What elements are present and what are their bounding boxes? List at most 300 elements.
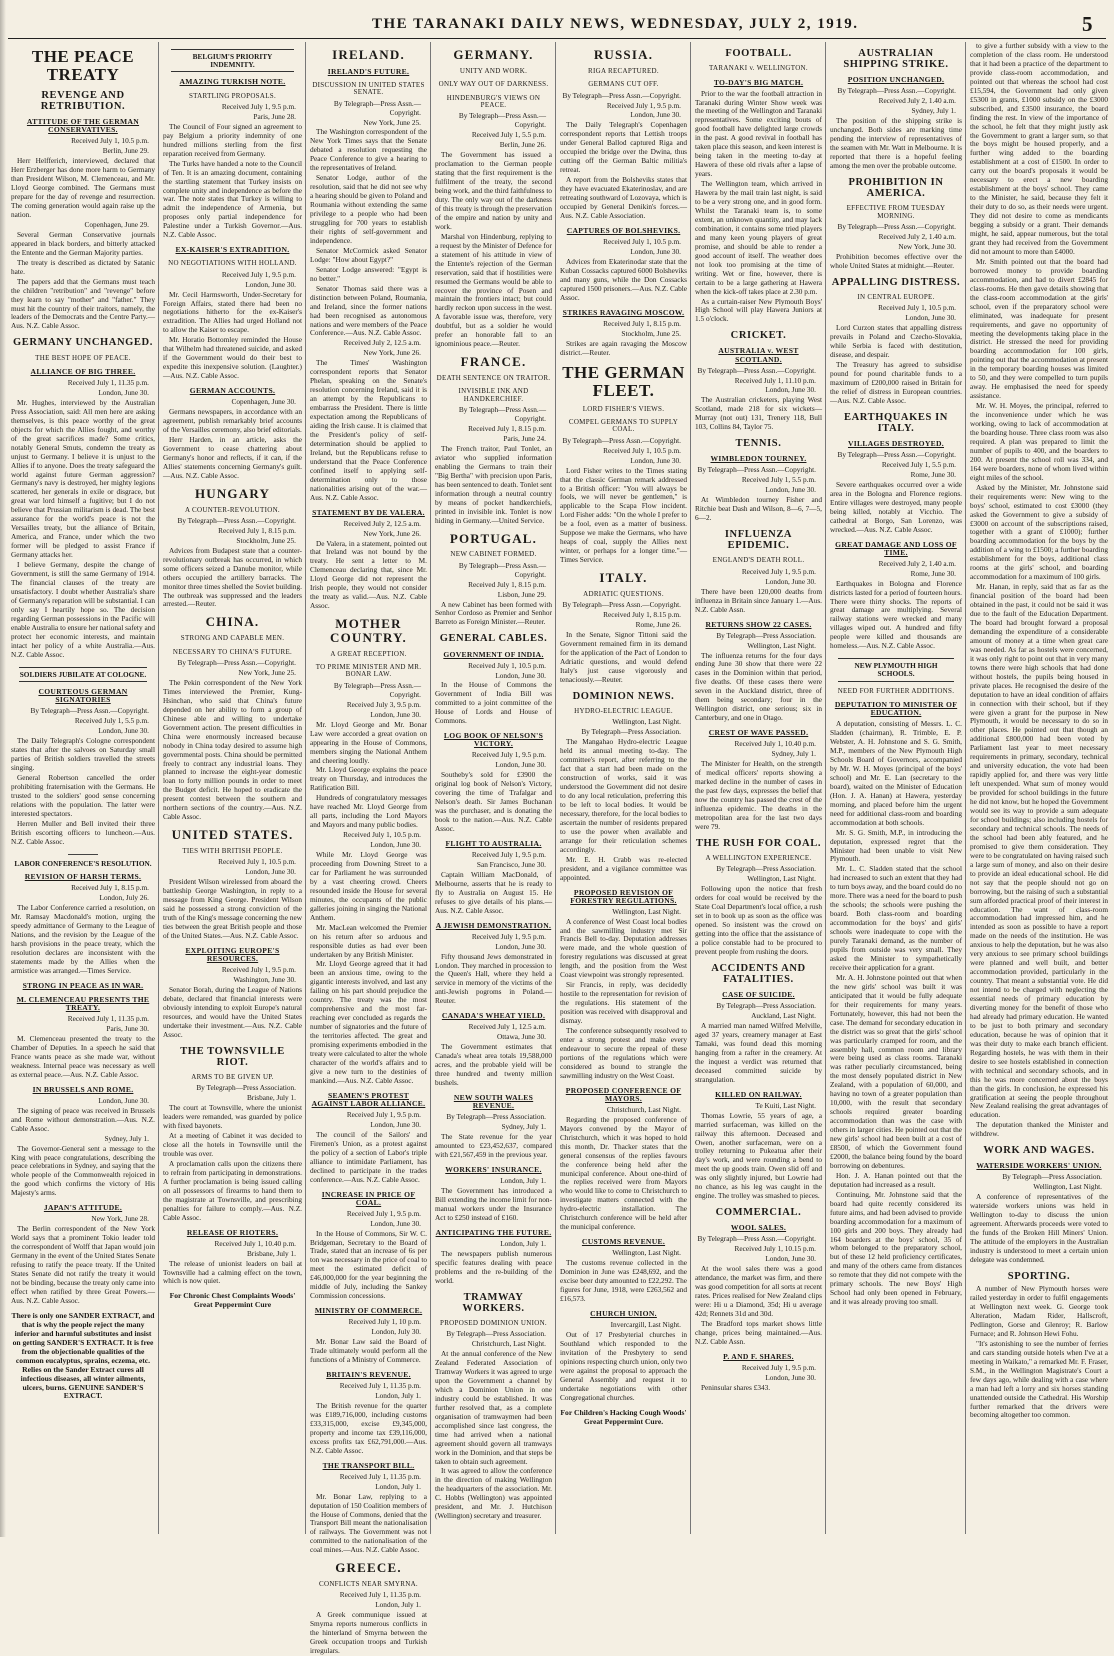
headline: SEAMEN'S PROTEST AGAINST LABOR ALLIANCE. [311, 1090, 426, 1108]
dateline: London, July 1. [375, 1600, 421, 1610]
dateline: London, June 30. [765, 1254, 816, 1264]
article-paragraph: Mr. Smith pointed out that the board had borrowed money to provide boarding accommodation, and had to divert £2845 for class-rooms. He then gave details showing that the class-room accommodation at the girls' school, even if the preparatory school were eliminated, was inadequate for present requirements, and gave no opportunity of meeting the developments taking place in the district. He stressed the need for providing boarding accommodation for 100 girls, pointing out that the accommodation at present in the temporary boarding houses was limited to 50, and they were compelled to turn pupils away. He emphasised the need for speedy assistance. [970, 256, 1108, 401]
dateline: Sydney, July 1. [104, 1133, 149, 1143]
headline: AUSTRALIAN SHIPPING STRIKE. [843, 48, 949, 71]
headline: NEW CABINET FORMED. [450, 550, 537, 559]
news-column [692, 42, 825, 1534]
article-paragraph: Hundreds of congratulatory messages have reached Mr. Lloyd George from all parts, including the Lord Mayors and Mayors and many public bodies. [310, 793, 427, 830]
dateline: Wellington, Last Night. [1033, 1182, 1102, 1192]
headline: FRANCE. [460, 354, 527, 370]
dateline: Received July 1, 5.5 p.m. [881, 459, 956, 469]
column-rule [158, 42, 159, 1534]
news-column [557, 42, 690, 1534]
headline: PROPOSED DOMINION UNION. [440, 1318, 547, 1327]
article-paragraph: Mr. Bonar Law said the Board of Trade ultimately would perform all the functions of a Ministry of Commerce. [310, 1337, 427, 1365]
dateline: Sydney, July 1. [771, 749, 816, 759]
headline: ANTICIPATING THE FUTURE. [435, 1227, 552, 1237]
dateline: Received July 1, 8.15 p.m. [468, 424, 546, 434]
headline: GREECE. [335, 1560, 402, 1576]
dateline: Stockholm, June 25. [621, 328, 681, 338]
dateline: Stockholm, June 25. [236, 535, 296, 545]
headline: AMAZING TURKISH NOTE. [179, 77, 286, 87]
dateline: Received July 1, 9.5 p.m. [221, 269, 296, 279]
headline: LABOR CONFERENCE'S RESOLUTION. [11, 854, 155, 868]
headline: HYDRO-ELECTRIC LEAGUE. [574, 706, 673, 715]
dateline: Received July 1, 9.5 p.m. [346, 1208, 421, 1218]
headline: IRELAND. [332, 47, 405, 62]
article-paragraph: Southeby's sold for £3900 the original log book of Nelson's Victory, covering the time of Trafalgar and Nelson's death. Sir James Buchanan was the purchaser, and is donating the book to the nation.—Aus. N.Z. Cable Assoc. [435, 770, 552, 833]
dateline: By Telegraph—Press Association. [716, 864, 816, 874]
headline: STRONG IN PEACE AS IN WAR. [22, 980, 144, 990]
dateline: London, June 30. [765, 576, 816, 586]
headline: REVISION OF HARSH TERMS. [24, 872, 142, 882]
news-column [967, 42, 1111, 1534]
dateline: By Telegraph—Press Assn.—Copyright. [697, 465, 816, 475]
headline: DISCUSSION IN UNITED STATES SENATE. [312, 80, 425, 97]
news-column [827, 42, 965, 1534]
article-paragraph: Mr. S. G. Smith, M.P., in introducing the deputation, expressed regret that the Minister had been unable to visit New Plymouth. [830, 827, 962, 864]
dateline: New York, June 26. [363, 348, 421, 358]
dateline: Received July 1, 5.5 p.m. [471, 130, 546, 140]
headline: M. CLEMENCEAU PRESENTS THE TREATY. [16, 995, 150, 1013]
article-paragraph: The Australian cricketers, playing West Scotland, made 218 for six wickets—Murray (not out) 131, Trenery 118, Bull 103, Collins 84, Taylor 75. [695, 395, 822, 432]
article-paragraph: There have been 120,000 deaths from influenza in Britain since January 1.—Aus. N.Z. Cable Assn. [695, 586, 822, 614]
article-paragraph: The conference subsequently resolved to enter a strong protest and make every endeavour to secure the repeal of these portions of the regulations which were considered as bound to strangle the sawmilling industry on the West Coast. [560, 1026, 687, 1080]
headline: RELEASE OF RIOTERS. [186, 1227, 279, 1237]
dateline: London, June 30. [495, 670, 546, 680]
headline: TRAMWAY WORKERS. [462, 1291, 525, 1314]
article-paragraph: The French traitor, Paul Tonlet, an aviator who supplied information enabling the Germans to train their "Big Bertha" with precision upon Paris, has been sentenced to death. Tonlet sent information through a neutral country by means of pocket handkerchiefs, printed in invisible ink. Tonlet is now hiding in Germany.—United Service. [435, 443, 552, 525]
dateline: Brisbane, July 1. [246, 1093, 296, 1103]
article-paragraph: Advices from Budapest state that a counter-revolutionary outbreak has occurred, in which some officers seized a Danube monitor, while others occupied the artillery barracks. The monitor three times shelled the Soviet building. The outbreak was suppressed and the leaders arrested.—Reuter. [163, 545, 302, 609]
headline: WORKERS' INSURANCE. [445, 1164, 542, 1174]
column-rule [965, 42, 966, 1534]
article-paragraph: Senator McCormick asked Senator Lodge: "How about Egypt?" [310, 245, 427, 264]
dateline: By Telegraph—Press Association. [446, 1329, 546, 1339]
dateline: Lisbon, June 29. [497, 589, 546, 599]
headline: MOTHER COUNTRY. [330, 616, 407, 645]
dateline: By Telegraph—Press Assn.—Copyright. [458, 405, 546, 424]
headline: LOG BOOK OF NELSON'S VICTORY. [443, 731, 544, 749]
headline: GERMANY UNCHANGED. [13, 337, 153, 349]
dateline: London, June 30. [630, 246, 681, 256]
headline: TARANAKI v. WELLINGTON. [709, 64, 808, 73]
headline: HINDENBURG'S VIEWS ON PEACE. [446, 93, 541, 109]
headline: STARTLING PROPOSALS. [188, 91, 277, 100]
dateline: London, July 30. [371, 1327, 421, 1337]
article-paragraph: The Pekin correspondent of the New York Times interviewed the Premier, Kung-Hsinchan, who said that China's future depended on her ability to form a group of Chinese able and willing to undertake Government action. The present difficulties in China were enormously increased because nobody in China today desired to assume high governmental posts. China should be permitted freely to contract any industrial loans. They planned to increase the eight-year domestic loan to forty million pounds in order to meet the Budget deficit. He hoped to eradicate the present contest between the southern and northern sections of the country.—Aus. N.Z. Cable Assoc. [163, 677, 302, 822]
dateline: Received July 1, 10.40 p.m. [734, 739, 816, 749]
dateline: By Telegraph—Press Assn.—Copyright. [837, 450, 956, 460]
dateline: New York, June 25. [363, 117, 421, 127]
dateline: London, June 30. [495, 760, 546, 770]
news-column [8, 42, 158, 1534]
article-paragraph: Fifty thousand Jews demonstrated in London. They marched in procession to the Queen's Hall, where they held a service in memory of the victims of the anti-Jewish pogroms in Poland.—Reuter. [435, 951, 552, 1006]
headline: PROPOSED CONFERENCE OF MAYORS. [565, 1085, 682, 1103]
dateline: Paris, June 30. [106, 1024, 149, 1034]
dateline: London, June 30. [370, 1218, 421, 1228]
article-paragraph: The Times' Washington correspondent reports that Senator Phelan, speaking on the Senate's resolution concerning Ireland, said it is an attempt by the Republicans to embarrass the President. There is little expectation among the Republicans of aiding the Irish cause. It is claimed that the President's policy of self-determination should be applied to Ireland, but the Republicans refuse to understand that the Peace Conference confined itself to applying self-determination only to those nationalities arising out of the war.—Aus. N.Z. Cable Assoc. [310, 358, 427, 502]
headline: BRITAIN'S REVENUE. [326, 1369, 411, 1379]
article-paragraph: Senator Lodge, author of the resolution, said that he did not see why a hearing should be given to Poland and Roumania without extending the same privilege to a people who had been struggling for 700 years to establish their rights of self-government and independence. [310, 173, 427, 245]
dateline: Received July 2, 12.5 a.m. [343, 338, 421, 348]
dateline: Invercargill, Last Night. [610, 1319, 681, 1329]
headline: COURTEOUS GERMAN SIGNATORIES [38, 687, 128, 705]
article-paragraph: Hon. J. A. Hanan pointed out that the deputation had increased as a result. [830, 1170, 962, 1189]
dateline: Auckland, Last Night. [751, 1011, 816, 1021]
article-paragraph: A number of New Plymouth horses were railed yesterday in order to fulfil engagements at Wellington next week. G. George took Alteration, Madam Rider, Hallscroft, Pedlington, Gorse and Glenroy; R. Barlow Furnace; and R. Johnson Hewi Fohu. [970, 1284, 1108, 1338]
dateline: Received July 1, 10.5 p.m. [343, 830, 421, 840]
dateline: Paris, June 28. [253, 111, 296, 121]
dateline: Rome, June 26. [635, 620, 681, 630]
news-column [307, 42, 430, 1656]
headline: NEED FOR FURTHER ADDITIONS. [837, 686, 955, 695]
article-paragraph: Lord Fisher writes to the Times stating that the classic German remark addressed to a British officer: "You will always be fools, we will never be gentlemen," is applicable to the Scapa Flow incident. Lord Fisher adds: "On the whole I prefer to be a fool, even as a matter of business. Suppose we make the Germans, who have heaps of coal, supply the Allies next winter, or perhaps for a longer time."—Times Service. [560, 465, 687, 565]
article-paragraph: While Mr. Lloyd George was proceeding from Downing Street to a car for Parliament he was surrounded by a vast cheering crowd. Cheers resounded inside the House for several minutes, the occupants of the public galleries joining in singing the National Anthem. [310, 850, 427, 922]
article-paragraph: The State revenue for the year amounted to £23,452,637, compared with £21,567,459 in the previous year. [435, 1132, 552, 1159]
dateline: Received July 1, 9.5 p.m. [471, 931, 546, 941]
article-paragraph: Senator Lodge answered: "Egypt is no better." [310, 264, 427, 283]
headline: PORTUGAL. [449, 530, 538, 546]
article-paragraph: The Government estimates that Canada's wheat area totals 19,588,000 acres, and the probable yield will be three hundred and twenty million bushels. [435, 1042, 552, 1088]
headline: WORK AND WAGES. [983, 1145, 1095, 1157]
headline: ADRIATIC QUESTIONS. [583, 589, 664, 598]
headline: ONLY WAY OUT OF DARKNESS. [438, 80, 549, 89]
dateline: By Telegraph—Press Assn.—Copyright. [177, 515, 296, 525]
dateline: Received July 1, 10.5 p.m. [71, 136, 149, 146]
article-paragraph: Regarding the proposed conference of Mayors convened by the Mayor of Christchurch, which it was hoped to hold this month, Dr. Thacker states that the general consensus of the replies favours the conference being held after the municipal conference. About one-third of the replies received were from Mayors who would like to come to Christchurch to investigate matters connected with the hydro-electric installation. The Christchurch conference will be held after the municipal conference. [560, 1114, 687, 1232]
article-paragraph: Out of 17 Presbyterial churches in Southland which responded to the invitation of the Presbytery to send opinions respecting church union, only two were against the proposal to approach the General Assembly and request it to undertake negotiations with other Congregational churches. [560, 1329, 687, 1402]
article-paragraph: In the Senate, Signor Tittoni said the Government remained firm in its demand for the application of the Pact of London to Adriatic questions, and would defend Italy's just cause vigorously and tenaciously.—Reuter. [560, 630, 687, 684]
dateline: Rome, June 30. [910, 568, 956, 578]
dateline: Received July 1, 8.15 p.m. [603, 318, 681, 328]
article-paragraph: The release of unionist leaders on bail at Townsville had a calming effect on the town, which is now quiet. [163, 1258, 302, 1286]
masthead [0, 12, 1114, 38]
headline: TO-DAY'S BIG MATCH. [713, 77, 804, 87]
dateline: Received July 3, 9.5 p.m. [346, 699, 421, 709]
article-paragraph: Severe earthquakes occurred over a wide area in the Bologna and Florence regions. Entire villages were destroyed, many people being killed, notably at Vicchio. The cathedral at Borgo, San Lorenzo, was wrecked.—Aus. N.Z. Cable Assoc. [830, 479, 962, 534]
dateline: By Telegraph—Press Association. [446, 1112, 546, 1122]
dateline: Washington, June 30. [233, 974, 296, 984]
article-paragraph: It was agreed to allow the conference in the direction of making Wellington the headquarters of the association. Mr. C. Hobbs (Wellington) was appointed president, and Mr. J. Hutchison (Wellington) secretary and treasurer. [435, 1466, 552, 1521]
headline: EARTHQUAKES IN ITALY. [843, 411, 948, 434]
dateline: Received July 1, 12.5 a.m. [468, 1022, 546, 1032]
headline: A COUNTER-REVOLUTION. [185, 505, 280, 514]
column-rule [305, 42, 306, 1534]
dateline: By Telegraph—Press Assn.—Copyright. [177, 658, 296, 668]
headline: CANADA'S WHEAT YIELD. [441, 1011, 546, 1021]
dateline: Received July 2, 12.5 a.m. [343, 518, 421, 528]
dateline: Received July 1, 9.5 p.m. [221, 965, 296, 975]
headline: DEPUTATION TO MINISTER OF EDUCATION. [834, 700, 958, 718]
article-paragraph: The treaty is described as dictated by Satanic hate. [11, 257, 155, 276]
news-column [432, 42, 555, 1534]
column-rule [825, 42, 826, 1534]
article-paragraph: The British revenue for the quarter was £189,716,000, including customs £33,315,000, excise £9,345,000, property and income tax £39,116,000, excess profits tax £62,791,000.—Aus. N.Z. Cable Assoc. [310, 1400, 427, 1455]
dateline: By Telegraph—Press Assn.—Copyright. [333, 98, 421, 117]
headline: THE BEST HOPE OF PEACE. [35, 353, 131, 362]
dateline: Wellington, Last Night. [612, 906, 681, 916]
article-paragraph: Lord Curzon states that appalling distress prevails in Poland and Czecho-Slovakia, while Serbia is faced with destitution, disease, and despair. [830, 323, 962, 359]
dateline: London, June 30. [98, 1095, 149, 1105]
headline: THE RUSH FOR COAL. [695, 837, 822, 849]
article-paragraph: Strikes are again ravaging the Moscow district.—Reuter. [560, 338, 687, 357]
dateline: London, June 30. [765, 385, 816, 395]
dateline: By Telegraph—Press Assn.—Copyright. [562, 90, 681, 100]
dateline: Received July 1, 11.35 p.m. [67, 377, 149, 387]
article-paragraph: General Robertson cancelled the order prohibiting fraternisation with the Germans. He trusted to the soldiers' good sense concerning relations with the population. The latter were interested spectators. [11, 773, 155, 818]
article-paragraph: Earthquakes in Bologna and Florence districts lasted for a period of fourteen hours. There were thirty shocks. The reports of great damage are multiplying. Several railway stations were wrecked and many villages wiped out. A hundred and fifty people were killed and thousands are homeless.—Aus. N.Z. Cable Assoc. [830, 578, 962, 651]
dateline: Wellington, Last Night. [747, 874, 816, 884]
article-paragraph: Germans newspapers, in accordance with an agreement, publish remarkably brief accounts of the Versailles ceremony, also brief editorials. [163, 407, 302, 435]
article-paragraph: Mr. A. H. Johnstone pointed out that when the new girls' school was built it was anticipated that it would be fully adequate for their requirements for many years. Fortunately, however, this had not been the case. The demand for secondary education in the district was so great that the girls' school was particularly cramped for room, and the assembly hall, common room and library were being used as class rooms. Taranaki was rather peculiarly circumstanced, being the most densely populated district in New Zealand, with a population of 60,000, and having no town of a greater population than 10,000, with the result that secondary schools required greater boarding accommodation than was the case with others in larger cities. He pointed out that the new girls' school had been built at a cost of £8500, of which the Government found £2000, the balance being found by the board borrowing on debentures. [830, 972, 962, 1170]
article-paragraph: Several German Conservative journals appeared in black borders, and bitterly attacked the Entente and the German Majority parties. [11, 229, 155, 257]
headline: THE GERMAN FLEET. [562, 362, 685, 400]
headline: CRICKET. [730, 330, 787, 342]
headline: IN CENTRAL EUROPE. [857, 292, 935, 301]
dateline: Received July 2, 1.40 a.m. [878, 558, 956, 568]
advertisement: For Chronic Chest Complaints Woods' Great Peppermint Cure [169, 1291, 296, 1310]
dateline: Wellington, Last Night. [612, 717, 681, 727]
headline: INCREASE IN PRICE OF COAL. [321, 1189, 416, 1207]
article-paragraph: At a meeting of Cabinet it was decided to close all the hotels in Townsville until the trouble was over. [163, 1131, 302, 1158]
article-paragraph: "It's astonishing to see the number of ferries and cars standing outside hotels when I've at a meeting in Waikato," a remarked Mr. F. Fraser, S.M., in the Wellington Magistrate's Court a few days ago, while dealing with a case where a man had left a lorry and six horses standing unattended outside the Cathedral. His Worship further remarked that the drivers were becoming altogether too common. [970, 1338, 1108, 1420]
headline: NEW SOUTH WALES REVENUE. [453, 1093, 534, 1111]
article-paragraph: Marshal von Hindenburg, replying to a request by the Minister of Defence for a statement of his attitude in view of the Entente's rejection of the German reservation, said that if hostilities were resumed the Germans would be able to recover the province of Posen and maintain the frontiers intact; but could hardly reckon upon success in the west. A favorable issue was, therefore, very doubtful, but as a soldier he would prefer an honorable fall to an ignominious peace.—Reuter. [435, 231, 552, 349]
article-paragraph: The Minister for Health, on the strength of medical officers' reports showing a marked decline in the number of cases in the past few days, expresses the belief that now the country has passed the crest of the influenza epidemic. The deaths in the metropolitan area for the last two days were 79. [695, 759, 822, 831]
dateline: By Telegraph—Press Assn.—Copyright. [30, 706, 149, 716]
dateline: Received July 1, 10.40 p.m. [214, 1238, 296, 1248]
article-paragraph: The Labor Conference carried a resolution, on Mr. Ramsay Macdonald's motion, urging the speedy admittance of Germany to the League of Nations, and the revision by the League of the harsh provisions in the peace treaty, which the resolution declares are inconsistent with the statements made by the Allies when the armistice was arranged.—Times Service. [11, 903, 155, 975]
dateline: London, June 30. [245, 279, 296, 289]
article-paragraph: The signing of peace was received in Brussels and Rome without demonstration.—Aus. N.Z. Cable Assoc. [11, 1105, 155, 1133]
advertisement: There is only one SANDER EXTRACT, and that is why the people reject the many inferior and harmful substitutes and insist on getting SANDER'S EXTRACT. It is free from the objectionable qualities of the common eucalyptus, sprains, eczema, etc. Relies on the Sander Extract cures all infectious diseases, all winter ailments, ulcers, burns. GENUINE SANDER'S EXTRACT. [11, 1310, 155, 1401]
headline: WIMBLEDON TOURNEY. [710, 454, 807, 464]
dateline: New York, June 25. [238, 667, 296, 677]
article-paragraph: Mr. Lloyd George explains the peace treaty on Thursday, and introduces the Ratification Bill. [310, 765, 427, 793]
headline: GOVERNMENT OF INDIA. [443, 649, 544, 659]
dateline: By Telegraph—Press Association. [581, 727, 681, 737]
dateline: By Telegraph—Press Association. [716, 1001, 816, 1011]
dateline: By Telegraph—Press Assn.—Copyright. [697, 1234, 816, 1244]
dateline: By Telegraph—Press Assn.—Copyright. [562, 435, 681, 445]
article-paragraph: The Berlin correspondent of the New York World says that a prominent Tokio leader told the correspondent of Wolff that Japan would join Germany in the event of the United States Senate refusing to ratify the peace treaty. If the United States Senate did not ratify the treaty it would not be binding, because the treaty only came into effect when ratified by three Great Powers.—Aus. N.Z. Cable Assoc. [11, 1224, 155, 1305]
dateline: By Telegraph—Press Assn.—Copyright. [333, 680, 421, 699]
dateline: Received July 1, 9.5 p.m. [471, 849, 546, 859]
headline: CUSTOMS REVENUE. [581, 1237, 666, 1247]
article-paragraph: Captain William MacDonald, of Melbourne, asserts that he is ready to fly to Australia on August 15. He refuses to give details of his plans.—Aus. N.Z. Cable Assoc. [435, 869, 552, 915]
headline: A WELLINGTON EXPERIENCE. [705, 853, 812, 862]
dateline: Received July 2, 1.40 a.m. [878, 96, 956, 106]
headline: UNITED STATES. [171, 827, 294, 843]
dateline: Received July 1, 8.15 p.m. [468, 579, 546, 589]
article-paragraph: Senator Borah, during the League of Nations debate, declared that financial interests were obviously intending to exploit Europe's natural resources, and would have the United States undertake their investment.—Aus. N.Z. Cable Assoc. [163, 984, 302, 1039]
article-paragraph: The Wellington team, which arrived in Hawera by the mail train last night, is said to be a very strong one, and in good form. Whilst the Taranaki team is, to some extent, an unknown quantity, and may lack combination, it contains some tried players and many keen young players of great promise, and should be able to render a good account of itself. The weather does not look too promising at the time of writing. Wet or fine, however, there is certain to be a large gathering at Hawera when the kick-off takes place at 2.30 p.m. [695, 179, 822, 296]
article-paragraph: Sir Francis, in reply, was decidedly hostile to the representation for revision of the regulations. His statement of the position was received with disapproval and dismay. [560, 980, 687, 1026]
article-paragraph: Mr. L. C. Sladden stated that the school had increased to such an extent that they had to turn boys away, and the board could do no more. There was a need for the board to push the schools; the schools were pushing the board. Both class-room and boarding accommodation for the boys' and girls' schools were inadequate to cope with the purely Taranaki demand, as the number of pupils from outside was very small. They asked the Minister to sympathetically receive their application for a grant. [830, 864, 962, 972]
article-paragraph: Mr. Lloyd George and Mr. Bonar Law were accorded a great ovation on appearing in the House of Commons, members singing the National Anthem and cheering loudly. [310, 719, 427, 765]
dateline: Received July 1, 5.5 p.m. [74, 716, 149, 726]
article-paragraph: The Council of Four signed an agreement to pay Belgium a priority indemnity of one hundred millions sterling from the first reparation received from Germany. [163, 121, 302, 158]
dateline: Received July 1, 10 p.m. [348, 1317, 421, 1327]
headline: INFLUENZA EPIDEMIC. [724, 529, 793, 552]
article-paragraph: M. Clemenceau presented the treaty to the Chamber of Deputies. In a speech he said that France wants peace as she made war, without weakness. Internal peace was necessary as well as external peace.—Aus. N.Z. Cable Assoc. [11, 1034, 155, 1079]
binding-shadow [0, 0, 6, 1537]
article-paragraph: A Greek communique issued at Smyrna reports numerous conflicts in the hinterland of Smyrna between the Greek occupation troops and Turkish irregulars. [310, 1610, 427, 1656]
headline: CAPTURES OF BOLSHEVIKS. [566, 225, 681, 235]
headline: UNITY AND WORK. [459, 66, 528, 75]
article-paragraph: The Bradford tops market shows little change, prices being maintained.—Aus. N.Z. Cable Assn. [695, 1318, 822, 1346]
article-paragraph: A conference of West Coast local bodies and the sawmilling industry met Sir Francis Bell to-day. Deputation addresses were made, and the whole question of forestry regulations was discussed at great length, and the position from the West Coast viewpoint was strongly represented. [560, 916, 687, 980]
dateline: Received July 1, 10.5 p.m. [603, 236, 681, 246]
article-paragraph: Prohibition becomes effective over the whole United States at midnight.—Reuter. [830, 251, 962, 270]
article-paragraph: Following upon the notice that fresh orders for coal would be received by the State Coal Department's local office, a rush set in to book up as soon as the office was opened. So insistent was the crowd on getting into the office that the assistance of a police constable had to be procured to prevent people from rushing the doors. [695, 884, 822, 956]
dateline: London, June 30. [370, 709, 421, 719]
article-paragraph: A new Cabinet has been formed with Senhor Cordoso as Premier and Senhor Barreto as Foreign Minister.—Reuter. [435, 599, 552, 627]
headline: A JEWISH DEMONSTRATION. [435, 920, 552, 930]
headline: THE TRANSPORT BILL. [322, 1460, 415, 1470]
headline: FOOTBALL. [725, 48, 792, 59]
dateline: Received July 1, 9.5 p.m. [221, 101, 296, 111]
dateline: London, June 30. [495, 941, 546, 951]
dateline: By Telegraph—Press Assn.—Copyright. [562, 600, 681, 610]
headline: EFFECTIVE FROM TUESDAY MORNING. [846, 204, 946, 220]
article-paragraph: Mr. Horatio Bottomley reminded the House that Wilhelm had threatened suicide, and asked if the Government would do their best to expedite this inexpensive solution. (Laughter.)—Aus. N.Z. Cable Assoc. [163, 335, 302, 381]
headline: STRIKES RAVAGING MOSCOW. [562, 307, 685, 317]
article-paragraph: Herr Helfferich, interviewed, declared that Herr Erzberger has done more harm to Germany than President Wilson, M. Clemenceau, and Mr. Lloyd George combined. The Germans must prepare for the day of revenge and resurrection. The coming generation would again raise up the nation. [11, 156, 155, 219]
dateline: Received July 1, 11.10 p.m. [734, 375, 816, 385]
headline: TO PRIME MINISTER AND MR. BONAR LAW. [315, 663, 422, 679]
headline: TIES WITH BRITISH PEOPLE. [182, 846, 283, 855]
article-paragraph: The Turks have handed a note to the Council of Ten. It is an amazing document, containing the startling statement that Turkey insists on complete unity and independence as before the war. The note states that Turkey is willing to admit the independence of Armenia, but proposes only partial independence for Palestine under a Turkish Governor.—Aus. N.Z. Cable Assoc. [163, 158, 302, 240]
dateline: Te Kuiti, Last Night. [755, 1100, 816, 1110]
dateline: Christchurch, Last Night. [606, 1104, 681, 1114]
dateline: San Francisco, June 30. [476, 859, 546, 869]
dateline: By Telegraph—Press Assn.—Copyright. [458, 111, 546, 130]
article-paragraph: A married man named Wilfred Melville, aged 37 years, creamery manager at East Tamaki, was found dead this morning hanging from a rafter in the creamery. At the inquest a verdict was returned that deceased committed suicide by strangulation. [695, 1020, 822, 1084]
column-rule [555, 42, 556, 1534]
article-paragraph: The influenza returns for the four days ending June 30 show that there were 22 cases in the Dominion within that period, five deaths. Of these cases there were seven in the Auckland district, three of them being secondary; four in the Wellington district, one serious; six in Canterbury, and one in Otago. [695, 650, 822, 723]
dateline: By Telegraph—Press Assn.—Copyright. [697, 365, 816, 375]
headline: THE TOWNSVILLE RIOT. [180, 1045, 285, 1068]
article-paragraph: A proclamation calls upon the citizens there to refrain from participating in demonstrations. A further proclamation is being issued calling on all possessors of firearms to hand them to the magistrate at Townsville, and prescribing penalties for failure to comply.—Aus. N.Z. Cable Assoc. [163, 1158, 302, 1222]
article-paragraph: As a curtain-raiser New Plymouth Boys' High School will play Hawera Juniors at 1.5 o'clock. [695, 296, 822, 324]
dateline: Received July 1, 8.15 p.m. [603, 610, 681, 620]
article-paragraph: Mr. Lloyd George agreed that it had been an anxious time, owing to the gigantic interests involved, and last any failing on his part should prejudice the country. The treaty was the most comprehensive and the most far-reaching ever concluded as regards the number of signatories and the future of the territories affected. The great and promising experiments embodied in the treaty were calculated to alter the whole character of the world's affairs and to give a new turn to the destinies of mankind.—Aus. N.Z. Cable Assoc. [310, 959, 427, 1085]
article-paragraph: The Treasury has agreed to subsidise pound for pound charitable funds to a maximum of £200,000 raised in Britain for the relief of distress in European countries.—Aus. N.Z. Cable Assoc. [830, 359, 962, 405]
dateline: London, June 30. [370, 1119, 421, 1129]
dateline: Berlin, June 26. [499, 140, 546, 150]
headline: GERMANS CUT OFF. [588, 80, 659, 89]
headline: RETURNS SHOW 22 CASES. [705, 619, 812, 629]
headline: STATEMENT BY DE VALERA. [312, 507, 425, 517]
dateline: Received July 1, 11.35 p.m. [67, 1014, 149, 1024]
dateline: London, July 1. [500, 1238, 546, 1248]
headline: GERMANY. [453, 47, 534, 62]
article-paragraph: Herr Harden, in an article, asks the Government to cease chattering about Germany's honor and reflects, if it can, if the Allies' statements concerning Germany's guilt.—Aus. N.Z. Cable Assoc. [163, 434, 302, 480]
dateline: Received July 1, 10.5 p.m. [603, 445, 681, 455]
article-paragraph: The newspapers publish numerous specific features dealing with peace problems and the re-building of the world. [435, 1248, 552, 1285]
dateline: By Telegraph—Press Assn.—Copyright. [458, 560, 546, 579]
article-paragraph: I believe Germany, despite the change of Government, is still the same Germany of 1914. The financial clauses of the treaty are unsatisfactory. I doubt whether Australia's share of Germany's reparation will be substantial. I can only say I heartily hope so. The decision regarding German possessions in the Pacific will enable Australia to ensure her national safety and protect her economic interests, and maintain intact her policy of a white Australia.—Aus. N.Z. Cable Assoc. [11, 560, 155, 659]
dateline: By Telegraph—Press Association. [1002, 1172, 1102, 1182]
dateline: London, June 30. [98, 726, 149, 736]
headline: COMMERCIAL. [715, 1207, 802, 1219]
article-paragraph: The Government has issued a proclamation to the German people stating that the first requirement is the fulfilment of the treaty, the second being work, and the third faithfulness to duty. The only way out of the darkness of this treaty is through the preservation of the empire and nation by unity and work. [435, 150, 552, 231]
news-column [160, 42, 305, 1534]
headline: SPORTING. [1007, 1270, 1071, 1282]
dateline: Copenhagen, June 29. [84, 219, 149, 229]
article-paragraph: Mr. MacLean welcomed the Premier on his return after so arduous and responsible duties as had ever been undertaken by any British Minister. [310, 922, 427, 959]
headline: ENGLAND'S DEATH ROLL. [712, 556, 805, 565]
article-paragraph: Mr. W. H. Moyes, the principal, referred to the inconvenience under which he was working, owing to lack of accommodation at the boarding house. Three class room was also required. A plan was prepared to limit the number of pupils to 400, and the boarders to 200. At present the school roll was 334, and 164 were boarders, none of whom lived within eight miles of the school. [970, 401, 1108, 482]
article-paragraph: Advices from Ekaterinodar state that the Kuban Cossacks captured 6000 Bolsheviks and many guns, while the Don Cossacks captured 1500 prisoners.—Aus. N.Z. Cable Assoc. [560, 256, 687, 302]
headline: NECESSARY TO CHINA'S FUTURE. [172, 647, 293, 656]
dateline: Rome, June 30. [910, 469, 956, 479]
dateline: Received July 1, 11.35 p.m. [339, 1381, 421, 1391]
dateline: Ottawa, June 30. [496, 1032, 546, 1042]
dateline: By Telegraph—Press Assn.—Copyright. [837, 221, 956, 231]
article-paragraph: In the House of Commons, Sir W. C. Bridgeman, Secretary to the Board of Trade, stated that an increase of 6s per ton was necessary in the price of coal to meet the estimated deficit of £46,000,000 for the year beginning the middle of July, including the Sankey Commission concessions. [310, 1228, 427, 1301]
headline: GENERAL CABLES. [439, 633, 548, 645]
headline: A GREAT RECEPTION. [330, 649, 407, 658]
headline: APPALLING DISTRESS. [831, 276, 961, 288]
dateline: Received July 1, 9.5 p.m. [741, 1362, 816, 1372]
article-paragraph: Mr. Bonar Law, replying to a deputation of 150 Coalition members of the House of Commons, denied that the Transport Bill meant the nationalisation of railways. The Government was not committed to the nationalisation of the coal mines.—Aus. N.Z. Cable Assoc. [310, 1491, 427, 1555]
headline: CASE OF SUICIDE. [722, 990, 795, 1000]
article-paragraph: Mr. Hughes, interviewed by the Australian Press Association, said: All men here are asking themselves, is this peace worthy of the great objects for which the Allies fought, and worthy of the great sacrifices made? Some critics, notably General Smuts, condemn the treaty as unjust to Germany. I believe it is unjust to the Allies if to anyone. Does the treaty safeguard the world against future German aggression? Germany's navy is destroyed, her mighty legions scattered, her generals in exile or disgrace, but great war lord himself a fugitive; but I do not believe that Prussian militarism is dead. The best assurance for the world's peace is not the Versailles treaty, but the alliance of Britain, America, and France, under which the two former will be pledged to assist France if Germany attacks her. [11, 397, 155, 560]
headline: MINISTRY OF COMMERCE. [314, 1306, 423, 1316]
headline: NEW PLYMOUTH HIGH SCHOOLS. [838, 658, 954, 681]
dateline: By Telegraph—Press Association. [196, 1083, 296, 1093]
dateline: London, July 1. [375, 1481, 421, 1491]
article-paragraph: The Daily Telegraph's Copenhagen correspondent reports that Lettish troops under General Ballod captured Riga and occupied the bridge over the Dwina, thus cutting off the German Baltic militia's retreat. [560, 120, 687, 175]
headline: CREST OF WAVE PASSED. [708, 728, 809, 738]
dateline: Received July 1, 10.5 p.m. [218, 857, 296, 867]
headline: PROPOSED REVISION OF FORESTRY REGULATIONS. [570, 887, 677, 905]
article-paragraph: The Washington correspondent of the New York Times says that the Senate debated a resolution requesting the Peace Conference to give a hearing to the representatives of Ireland. [310, 127, 427, 173]
column-rule [690, 42, 691, 1534]
dateline: London, June 30. [370, 840, 421, 850]
article-paragraph: The customs revenue collected in the Dominion in June was £248,692, and the excise beer duty amounted to £22,292. The figures for June, 1918, were £263,562 and £16,573. [560, 1258, 687, 1303]
article-paragraph: The Governor-General sent a message to the King with peace congratulations, describing the peace celebrations in Sydney, and saying that the whole people of the Commonwealth rejoiced in the good which confirms the victory of His Majesty's arms. [11, 1143, 155, 1198]
article-paragraph: The position of the shipping strike is unchanged. Both sides are marking time pending the interview of representatives of the seamen with Mr. Watt in Melbourne. It is reported that there is a hopeful feeling among the men over the probable outcome. [830, 116, 962, 170]
headline: RIGA RECAPTURED. [588, 66, 659, 75]
article-paragraph: At the wool sales there was a good attendance, the market was firm, and there was good competition for all sorts at recent rates. Prices realised for New Zealand clips were: Hi u a Diamond, 35d; Hi u average 42d; Rennets 31d and 30d. [695, 1264, 822, 1318]
headline: TENNIS. [735, 438, 782, 450]
dateline: Received July 1, 9.5 p.m. [606, 100, 681, 110]
headline: AUSTRALIA v. WEST SCOTLAND. [718, 346, 799, 364]
headline: KILLED ON RAILWAY. [715, 1089, 802, 1099]
article-paragraph: A deputation, consisting of Messrs. L. C. Sladden (chairman), R. Trimble, E. P. Webster, A. H. Johnstone and S. G. Smith, M.P., members of the New Plymouth High Schools Board of Governors, accompanied by Mr. W. H. Moyes (principal of the boys' school) and Mr. E. Lan (secretary to the board), waited on the Minister of Education (Hon. J. A. Hanan) at Hawera, yesterday morning, and placed before him the urgent need for additional class-room and boarding accommodation at both schools. [830, 719, 962, 827]
dateline: New York, June 30. [898, 241, 956, 251]
article-paragraph: A conference of representatives of the waterside workers unions was held in Wellington to-day to discuss the union agreement. Afterwards proceeds were voted to the funds of the Broken Hill Miners' Union. The attitude of the employers in the Australian industry is understood to meet a certain union delegate was condemned. [970, 1192, 1108, 1265]
dateline: New York, June 26. [363, 528, 421, 538]
headline: VILLAGES DESTROYED. [847, 438, 944, 448]
advertisement: For Children's Hacking Cough Woods' Great Peppermint Cure. [560, 1407, 687, 1426]
dateline: London, July 1. [500, 1175, 546, 1185]
dateline: Received July 1, 9.5 p.m. [346, 1109, 421, 1119]
headline: ACCIDENTS AND FATALITIES. [711, 962, 806, 985]
headline: GERMAN ACCOUNTS. [189, 386, 276, 396]
headline: ITALY. [599, 570, 648, 586]
article-paragraph: De Valera, in a statement, pointed out that Ireland was not bound by the treaty. He sent a letter to M. Clemenceau declaring that, since Mr. Lloyd George did not represent the Irish people, they would not consider the treaty as valid.—Aus. N.Z. Cable Assoc. [310, 538, 427, 611]
dateline: Received July 1, 5.5 p.m. [741, 475, 816, 485]
column-rule [430, 42, 431, 1534]
headline: ALLIANCE OF BIG THREE. [30, 366, 136, 376]
headline: WOOL SALES. [730, 1223, 787, 1233]
headline: RUSSIA. [593, 47, 654, 62]
